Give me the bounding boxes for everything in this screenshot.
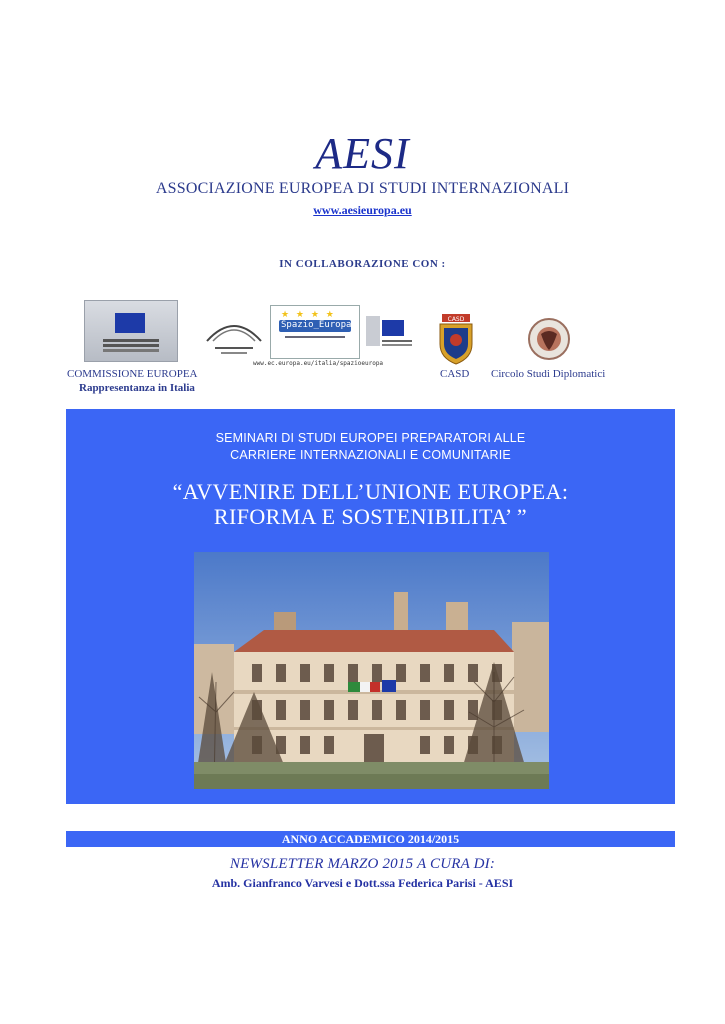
newsletter-authors: Amb. Gianfranco Varvesi e Dott.ssa Federica Parisi - AESI <box>211 876 514 890</box>
page-title: AESI <box>315 129 410 178</box>
csd-label: Circolo Studi Diplomatici <box>491 368 606 380</box>
ec-representation-label: Rappresentanza in Italia <box>79 382 195 394</box>
newsletter-title: NEWSLETTER MARZO 2015 A CURA DI: <box>229 856 496 872</box>
european-parliament-logo <box>203 311 265 357</box>
ec-representation-logo <box>366 312 418 352</box>
academic-year-band <box>66 831 675 847</box>
casd-label: CASD <box>440 368 470 380</box>
spazio-europa-logo: ★ ★ ★ ★ Spazio_Europa <box>270 305 360 359</box>
website-link[interactable]: www.aesieuropa.eu <box>313 203 412 217</box>
european-commission-logo <box>84 300 178 362</box>
casd-emblem-text: CASD <box>447 316 465 323</box>
seminar-heading-line-1: “AVVENIRE DELL’UNIONE EUROPEA: <box>172 479 569 504</box>
spazio-url: www.ec.europa.eu/italia/spazioeuropa <box>253 360 384 367</box>
palazzo-photo <box>194 552 549 789</box>
collaboration-label: IN COLLABORAZIONE CON : <box>279 258 446 270</box>
casd-emblem <box>434 312 478 366</box>
seminar-heading-line-2: RIFORMA E SOSTENIBILITA’ ” <box>213 504 528 529</box>
seminar-line-1: SEMINARI DI STUDI EUROPEI PREPARATORI ALLE <box>215 431 526 445</box>
organization-name: ASSOCIAZIONE EUROPEA DI STUDI INTERNAZIONALI <box>155 180 570 197</box>
academic-year: ANNO ACCADEMICO 2014/2015 <box>281 832 460 846</box>
circolo-studi-diplomatici-seal <box>527 316 571 362</box>
seminar-line-2: CARRIERE INTERNAZIONALI E COMUNITARIE <box>230 448 511 462</box>
ec-name-label: COMMISSIONE EUROPEA <box>67 368 198 380</box>
seminar-panel <box>66 409 675 804</box>
spazio-label: Spazio_Europa <box>281 320 352 330</box>
